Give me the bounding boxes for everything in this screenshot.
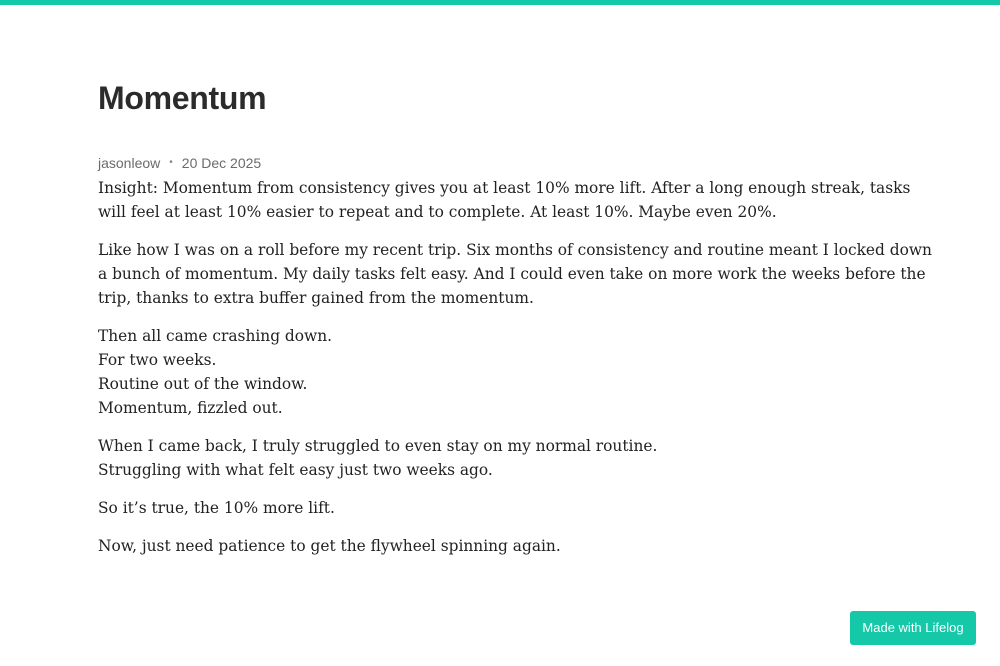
paragraph-line: a bunch of momentum. My daily tasks felt easy. And I could even take on more work the weeks before the [98,265,926,283]
post-title: Momentum [98,80,267,116]
post-paragraph [98,324,898,420]
post-meta [98,154,898,172]
post-body [98,176,932,558]
paragraph-line: Struggling with what felt easy just two weeks ago. [98,461,493,479]
paragraph-line: Like how I was on a roll before my recent trip. Six months of consistency and routine meant I locked down [98,241,932,259]
paragraph-line: Then all came crashing down. [98,327,333,345]
post-article [98,78,932,572]
post-paragraph [98,176,911,224]
paragraph-line: Momentum, fizzled out. [98,399,283,417]
post-author[interactable]: jasonleow [98,155,161,171]
meta-separator: • [169,157,173,168]
post-paragraph [98,238,932,310]
paragraph-line: For two weeks. [98,351,217,369]
paragraph-line: Now, just need patience to get the flywheel spinning again. [98,537,561,555]
post-date: 20 Dec 2025 [181,155,262,171]
paragraph-line: trip, thanks to extra buffer gained from the momentum. [98,289,534,307]
paragraph-line: When I came back, I truly struggled to even stay on my normal routine. [98,437,658,455]
accent-top-bar [0,0,1000,5]
post-paragraph [98,496,898,520]
post-paragraph [98,434,898,482]
made-with-lifelog-button[interactable]: Made with Lifelog [850,611,976,645]
paragraph-line: Routine out of the window. [98,375,308,393]
post-paragraph [98,534,898,558]
paragraph-line: Insight: Momentum from consistency gives you at least 10% more lift. After a long enough streak, tasks [98,179,911,197]
paragraph-line: So it’s true, the 10% more lift. [98,499,335,517]
paragraph-line: will feel at least 10% easier to repeat and to complete. At least 10%. Maybe even 20%. [98,203,777,221]
